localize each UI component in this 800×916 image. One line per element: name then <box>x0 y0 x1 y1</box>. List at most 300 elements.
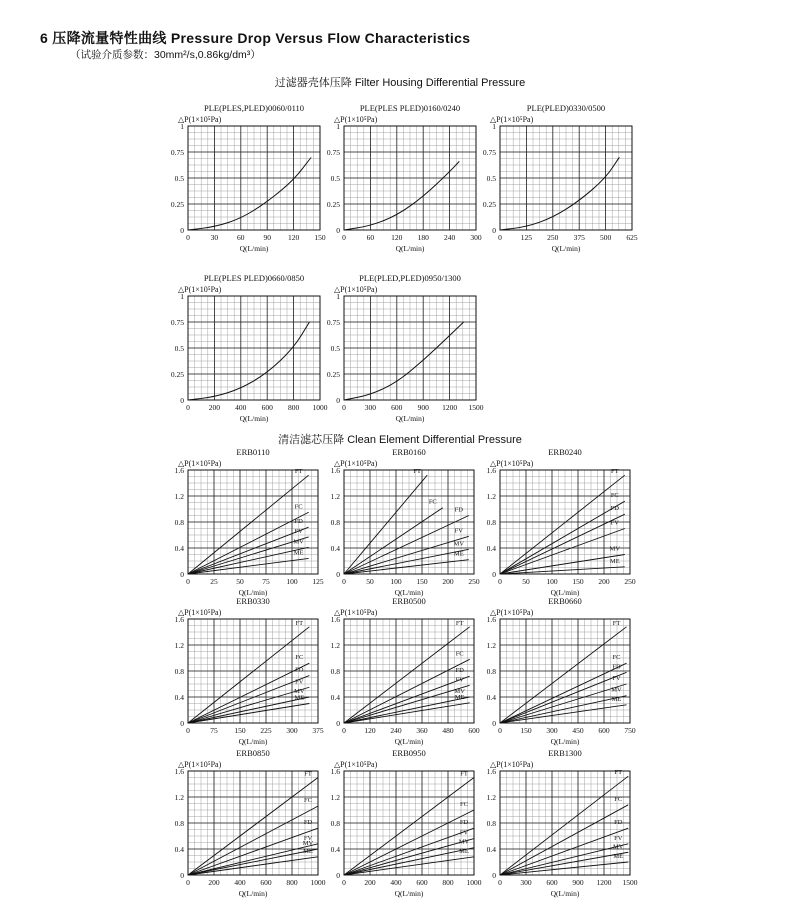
chart-3 <box>474 104 650 260</box>
series-label: ME <box>303 847 313 855</box>
series-line-ft <box>500 627 627 723</box>
x-tick-label: 625 <box>626 233 638 242</box>
chart-8 <box>474 448 648 604</box>
x-tick-label: 375 <box>312 726 324 735</box>
x-tick-label: 1000 <box>466 878 482 887</box>
series-line-fd <box>344 516 469 575</box>
y-axis-label: △P(1×10⁵Pa) <box>178 285 222 294</box>
x-tick-label: 120 <box>364 726 376 735</box>
grid <box>188 296 320 400</box>
series-label: FC <box>304 797 312 805</box>
x-tick-label: 60 <box>237 233 245 242</box>
x-tick-label: 1000 <box>312 403 328 412</box>
x-tick-label: 600 <box>416 878 428 887</box>
y-tick-label: 1.2 <box>330 492 340 501</box>
y-axis-label: △P(1×10⁵Pa) <box>178 115 222 124</box>
y-axis-label: △P(1×10⁵Pa) <box>490 115 534 124</box>
x-tick-label: 0 <box>186 577 190 586</box>
chart-title: PLE(PLES,PLED)0060/0110 <box>203 103 305 113</box>
chart-title: ERB0850 <box>236 748 270 758</box>
series-label: FD <box>459 819 469 827</box>
x-tick-label: 50 <box>236 577 244 586</box>
chart-2 <box>318 104 494 260</box>
y-tick-label: 1.2 <box>174 492 184 501</box>
x-tick-label: 225 <box>260 726 272 735</box>
housing-section-heading: 过滤器壳体压降 Filter Housing Differential Pressure <box>274 77 526 89</box>
y-axis-label: △P(1×10⁵Pa) <box>334 115 378 124</box>
series-label: ME <box>459 847 469 855</box>
x-tick-label: 120 <box>287 233 300 242</box>
series-label: FT <box>295 619 304 627</box>
chart-title: ERB0240 <box>548 447 582 457</box>
chart-1 <box>162 104 338 260</box>
series-line-fc <box>188 512 309 574</box>
series-label: MV <box>458 838 470 846</box>
series-line-fd <box>344 676 470 723</box>
series-label: FC <box>295 654 304 662</box>
y-tick-label: 0.4 <box>330 845 340 854</box>
y-tick-label: 0.8 <box>486 667 496 676</box>
y-tick-label: 0.8 <box>174 518 184 527</box>
x-tick-label: 60 <box>366 233 375 242</box>
series-label: FD <box>612 663 621 671</box>
y-tick-label: 0.4 <box>330 693 340 702</box>
series-label: FT <box>413 468 421 476</box>
series-line-me <box>344 703 470 723</box>
x-tick-label: 300 <box>520 878 532 887</box>
x-tick-label: 100 <box>286 577 298 586</box>
series-label: MV <box>453 540 465 548</box>
y-tick-label: 0.8 <box>486 518 496 527</box>
series-label: FC <box>294 503 303 511</box>
series-label: FC <box>428 498 437 506</box>
x-axis-label: Q(L/min) <box>395 414 425 423</box>
y-axis-label: △P(1×10⁵Pa) <box>334 285 378 294</box>
y-tick-label: 0.8 <box>330 667 340 676</box>
series-label: FC <box>614 795 623 803</box>
x-tick-label: 0 <box>186 726 190 735</box>
series-label: FD <box>303 819 313 827</box>
x-tick-label: 120 <box>391 233 403 242</box>
x-tick-label: 500 <box>599 233 612 242</box>
series-label: MV <box>454 688 465 695</box>
x-tick-label: 150 <box>314 233 326 242</box>
y-tick-label: 1 <box>180 122 184 131</box>
y-tick-label: 1.6 <box>486 466 496 475</box>
chart-12 <box>162 749 336 905</box>
x-tick-label: 300 <box>364 403 377 412</box>
series-label: FV <box>454 527 463 535</box>
series-label: ME <box>293 549 304 557</box>
series-line-mv <box>500 555 625 575</box>
x-tick-label: 150 <box>520 726 532 735</box>
y-tick-label: 1.6 <box>486 615 496 624</box>
series-label: MV <box>293 538 304 546</box>
chart-title: ERB0950 <box>392 748 426 758</box>
y-axis-label: △P(1×10⁵Pa) <box>178 608 222 617</box>
series-label: FT <box>455 619 464 627</box>
x-tick-label: 200 <box>442 577 454 586</box>
series-line-ft <box>500 776 628 875</box>
x-tick-label: 0 <box>498 726 502 735</box>
y-tick-label: 0.4 <box>174 693 184 702</box>
chart-9 <box>162 597 336 753</box>
y-axis-label: △P(1×10⁵Pa) <box>490 760 534 769</box>
series-label: ME <box>613 853 624 860</box>
series-line-fd <box>188 676 309 723</box>
series-label: FV <box>455 676 464 684</box>
x-tick-label: 100 <box>390 577 402 586</box>
x-axis-label: Q(L/min) <box>395 244 425 253</box>
series-label: FT <box>614 769 623 777</box>
x-tick-label: 600 <box>261 403 273 412</box>
y-tick-label: 0.5 <box>330 174 340 183</box>
series-label: ME <box>609 557 620 565</box>
chart-title: PLE(PLED,PLED)0950/1300 <box>359 273 461 283</box>
series-label: FD <box>454 506 463 514</box>
y-tick-label: 0.25 <box>326 370 340 379</box>
series-label: FC <box>610 492 619 500</box>
chart-13 <box>318 749 492 905</box>
series-label: FV <box>295 678 304 686</box>
chart-title: ERB0500 <box>392 596 426 606</box>
y-tick-label: 0.25 <box>170 200 184 209</box>
y-tick-label: 0 <box>492 570 496 579</box>
x-tick-label: 250 <box>468 577 480 586</box>
series-line-fd <box>500 828 628 875</box>
chart-title: PLE(PLES PLED)0160/0240 <box>359 103 461 113</box>
y-tick-label: 1.6 <box>486 767 496 776</box>
y-tick-label: 1 <box>336 122 340 131</box>
x-axis-label: Q(L/min) <box>550 588 580 597</box>
chart-6 <box>162 448 336 604</box>
x-tick-label: 180 <box>417 233 429 242</box>
grid <box>344 619 474 723</box>
series-label: ME <box>294 694 305 702</box>
chart-7 <box>318 448 492 604</box>
y-tick-label: 0 <box>180 396 184 405</box>
chart-11 <box>474 597 648 753</box>
y-tick-label: 1.6 <box>174 466 184 475</box>
x-axis-label: Q(L/min) <box>238 588 268 597</box>
x-tick-label: 50 <box>366 577 374 586</box>
y-tick-label: 0.75 <box>170 148 184 157</box>
y-tick-label: 0 <box>336 396 340 405</box>
x-tick-label: 600 <box>598 726 610 735</box>
series-line-fd <box>500 672 627 723</box>
x-tick-label: 150 <box>572 577 584 586</box>
y-tick-label: 0.25 <box>482 200 496 209</box>
y-tick-label: 0 <box>492 719 496 728</box>
x-tick-label: 150 <box>416 577 428 586</box>
x-tick-label: 400 <box>234 878 246 887</box>
chart-title: PLE(PLED)0330/0500 <box>526 103 606 113</box>
y-tick-label: 1.6 <box>330 767 340 776</box>
series-label: MV <box>302 840 314 847</box>
y-tick-label: 0.75 <box>326 318 340 327</box>
x-tick-label: 0 <box>498 577 502 586</box>
x-tick-label: 0 <box>186 403 190 412</box>
y-tick-label: 0.5 <box>174 344 184 353</box>
series-line-ft <box>500 475 625 574</box>
y-tick-label: 1.2 <box>330 793 340 802</box>
series-line-fv <box>188 537 309 574</box>
y-tick-label: 0.8 <box>174 819 184 828</box>
series-line-fd <box>188 527 309 574</box>
x-tick-label: 125 <box>312 577 324 586</box>
series-line-ft <box>344 475 427 574</box>
series-label: FT <box>304 770 312 778</box>
x-tick-label: 375 <box>573 233 585 242</box>
x-tick-label: 360 <box>416 726 428 735</box>
element-section-heading: 清洁滤芯压降 Clean Element Differential Pressure <box>278 434 522 446</box>
series-line-ft <box>188 627 309 723</box>
y-tick-label: 0.4 <box>174 845 184 854</box>
x-tick-label: 0 <box>498 233 502 242</box>
x-axis-label: Q(L/min) <box>238 889 268 898</box>
chart-title: ERB0110 <box>236 447 270 457</box>
x-tick-label: 25 <box>210 577 218 586</box>
x-tick-label: 0 <box>186 233 190 242</box>
chart-10 <box>318 597 492 753</box>
y-axis-label: △P(1×10⁵Pa) <box>490 608 534 617</box>
y-tick-label: 0.4 <box>486 845 496 854</box>
y-tick-label: 0.8 <box>486 819 496 828</box>
x-tick-label: 600 <box>260 878 272 887</box>
x-tick-label: 30 <box>210 233 219 242</box>
x-axis-label: Q(L/min) <box>394 588 424 597</box>
x-tick-label: 300 <box>546 726 558 735</box>
y-tick-label: 1.2 <box>486 492 496 501</box>
y-tick-label: 0.25 <box>326 200 340 209</box>
x-tick-label: 240 <box>390 726 402 735</box>
x-tick-label: 1500 <box>622 878 638 887</box>
y-tick-label: 0.4 <box>174 544 184 553</box>
grid <box>500 126 632 230</box>
y-axis-label: △P(1×10⁵Pa) <box>178 459 222 468</box>
series-line-fv <box>500 529 625 575</box>
chart-4 <box>162 274 338 430</box>
y-tick-label: 0 <box>336 226 340 235</box>
x-axis-label: Q(L/min) <box>238 737 268 746</box>
y-axis-label: △P(1×10⁵Pa) <box>334 760 378 769</box>
x-tick-label: 0 <box>342 403 346 412</box>
x-tick-label: 90 <box>263 233 271 242</box>
series-label: FC <box>612 654 621 662</box>
series-line-me <box>188 704 309 724</box>
x-tick-label: 600 <box>391 403 403 412</box>
x-axis-label: Q(L/min) <box>239 244 269 253</box>
series-line-ft <box>344 627 470 723</box>
x-axis-label: Q(L/min) <box>394 889 424 898</box>
series-label: FT <box>294 468 303 476</box>
series-label: ME <box>453 550 464 558</box>
y-tick-label: 0 <box>336 570 340 579</box>
series-label: FT <box>460 770 468 778</box>
x-tick-label: 200 <box>364 878 376 887</box>
x-tick-label: 50 <box>522 577 530 586</box>
y-tick-label: 1.2 <box>486 793 496 802</box>
series-label: ME <box>611 695 622 703</box>
series-line-fv <box>500 844 628 875</box>
x-axis-label: Q(L/min) <box>394 737 424 746</box>
grid <box>188 126 320 230</box>
y-tick-label: 1 <box>336 292 340 301</box>
series-label: FV <box>459 829 469 837</box>
x-tick-label: 400 <box>390 878 402 887</box>
series-label: FV <box>303 834 313 842</box>
x-tick-label: 750 <box>624 726 636 735</box>
chart-5 <box>318 274 494 430</box>
x-tick-label: 800 <box>286 878 298 887</box>
series-label: FD <box>294 518 303 526</box>
y-tick-label: 1.2 <box>174 641 184 650</box>
x-axis-label: Q(L/min) <box>239 414 269 423</box>
y-tick-label: 1.6 <box>174 767 184 776</box>
y-tick-label: 0.5 <box>330 344 340 353</box>
x-tick-label: 800 <box>287 403 300 412</box>
series-curve <box>500 157 619 230</box>
y-tick-label: 0.5 <box>174 174 184 183</box>
x-tick-label: 250 <box>624 577 636 586</box>
y-tick-label: 0.75 <box>170 318 184 327</box>
x-tick-label: 0 <box>342 726 346 735</box>
series-line-fd <box>500 514 625 574</box>
series-label: FT <box>612 619 621 627</box>
chart-title: ERB1300 <box>548 748 582 758</box>
page-title: 6 压降流量特性曲线 Pressure Drop Versus Flow Characteristics <box>40 30 471 46</box>
series-line-fc <box>500 805 628 875</box>
x-tick-label: 240 <box>443 233 456 242</box>
x-tick-label: 800 <box>442 878 454 887</box>
series-curve <box>188 157 311 230</box>
y-axis-label: △P(1×10⁵Pa) <box>178 760 222 769</box>
y-tick-label: 0.75 <box>326 148 340 157</box>
y-axis-label: △P(1×10⁵Pa) <box>334 459 378 468</box>
x-tick-label: 200 <box>208 878 220 887</box>
series-label: FC <box>460 801 468 808</box>
y-tick-label: 0.75 <box>482 148 496 157</box>
test-medium-note: （试验介质参数：30mm²/s,0.86kg/dm³） <box>70 49 261 61</box>
chart-title: PLE(PLES PLED)0660/0850 <box>203 273 305 283</box>
y-tick-label: 0.8 <box>330 518 340 527</box>
series-label: FV <box>612 675 621 682</box>
series-line-fc <box>188 663 309 723</box>
x-tick-label: 600 <box>468 726 480 735</box>
x-tick-label: 100 <box>546 577 558 586</box>
grid <box>344 126 476 230</box>
y-axis-label: △P(1×10⁵Pa) <box>490 459 534 468</box>
series-label: FV <box>614 834 623 842</box>
x-tick-label: 400 <box>235 403 247 412</box>
y-tick-label: 0 <box>180 226 184 235</box>
y-tick-label: 1.2 <box>486 641 496 650</box>
series-label: MV <box>613 843 624 851</box>
x-tick-label: 480 <box>442 726 454 735</box>
series-line-mv <box>500 696 627 723</box>
x-tick-label: 200 <box>598 577 610 586</box>
y-tick-label: 0 <box>336 871 340 880</box>
y-tick-label: 0 <box>492 871 496 880</box>
series-line-fc <box>500 501 625 574</box>
x-tick-label: 250 <box>547 233 559 242</box>
x-tick-label: 0 <box>342 577 346 586</box>
x-tick-label: 1200 <box>596 878 612 887</box>
series-label: FC <box>455 650 464 658</box>
x-tick-label: 1200 <box>442 403 458 412</box>
series-line-me <box>500 567 625 574</box>
series-label: ME <box>454 693 465 701</box>
y-tick-label: 1 <box>180 292 184 301</box>
y-tick-label: 0.8 <box>174 667 184 676</box>
x-tick-label: 300 <box>470 233 482 242</box>
x-tick-label: 0 <box>186 878 190 887</box>
x-tick-label: 900 <box>417 403 429 412</box>
series-label: MV <box>294 688 305 695</box>
y-tick-label: 1.2 <box>330 641 340 650</box>
y-tick-label: 1.2 <box>174 793 184 802</box>
x-tick-label: 0 <box>342 878 346 887</box>
y-tick-label: 1.6 <box>330 615 340 624</box>
x-tick-label: 125 <box>520 233 533 242</box>
y-tick-label: 1 <box>492 122 496 131</box>
chart-title: ERB0330 <box>236 596 270 606</box>
y-tick-label: 0 <box>336 719 340 728</box>
series-label: FD <box>455 667 464 675</box>
series-label: FD <box>614 819 623 827</box>
x-tick-label: 150 <box>234 726 246 735</box>
y-tick-label: 1.6 <box>330 466 340 475</box>
y-tick-label: 0 <box>180 871 184 880</box>
x-tick-label: 900 <box>572 878 584 887</box>
y-tick-label: 0.4 <box>486 544 496 553</box>
y-tick-label: 0.4 <box>486 693 496 702</box>
y-tick-label: 0.4 <box>330 544 340 553</box>
x-tick-label: 75 <box>262 577 270 586</box>
x-axis-label: Q(L/min) <box>551 244 581 253</box>
series-label: FT <box>611 468 619 476</box>
x-tick-label: 600 <box>546 878 558 887</box>
y-tick-label: 0.8 <box>330 819 340 828</box>
x-axis-label: Q(L/min) <box>550 889 580 898</box>
x-tick-label: 200 <box>208 403 221 412</box>
chart-title: ERB0660 <box>548 596 582 606</box>
series-line-ft <box>188 475 309 574</box>
x-tick-label: 450 <box>572 726 584 735</box>
x-tick-label: 75 <box>210 726 218 735</box>
y-tick-label: 0 <box>492 226 496 235</box>
grid <box>344 296 476 400</box>
series-label: MV <box>611 686 622 694</box>
y-tick-label: 0 <box>180 719 184 728</box>
series-label: FD <box>295 666 304 674</box>
y-tick-label: 0 <box>180 570 184 579</box>
series-label: FD <box>610 505 619 513</box>
x-tick-label: 1500 <box>468 403 484 412</box>
series-label: MV <box>609 545 621 553</box>
y-tick-label: 0.25 <box>170 370 184 379</box>
chart-14 <box>474 749 648 905</box>
x-tick-label: 1000 <box>310 878 326 887</box>
series-label: FV <box>294 527 303 535</box>
x-tick-label: 0 <box>498 878 502 887</box>
y-tick-label: 1.6 <box>174 615 184 624</box>
x-tick-label: 0 <box>342 233 346 242</box>
x-tick-label: 300 <box>286 726 298 735</box>
y-tick-label: 0.5 <box>486 174 496 183</box>
series-label: FV <box>610 519 619 527</box>
y-axis-label: △P(1×10⁵Pa) <box>334 608 378 617</box>
